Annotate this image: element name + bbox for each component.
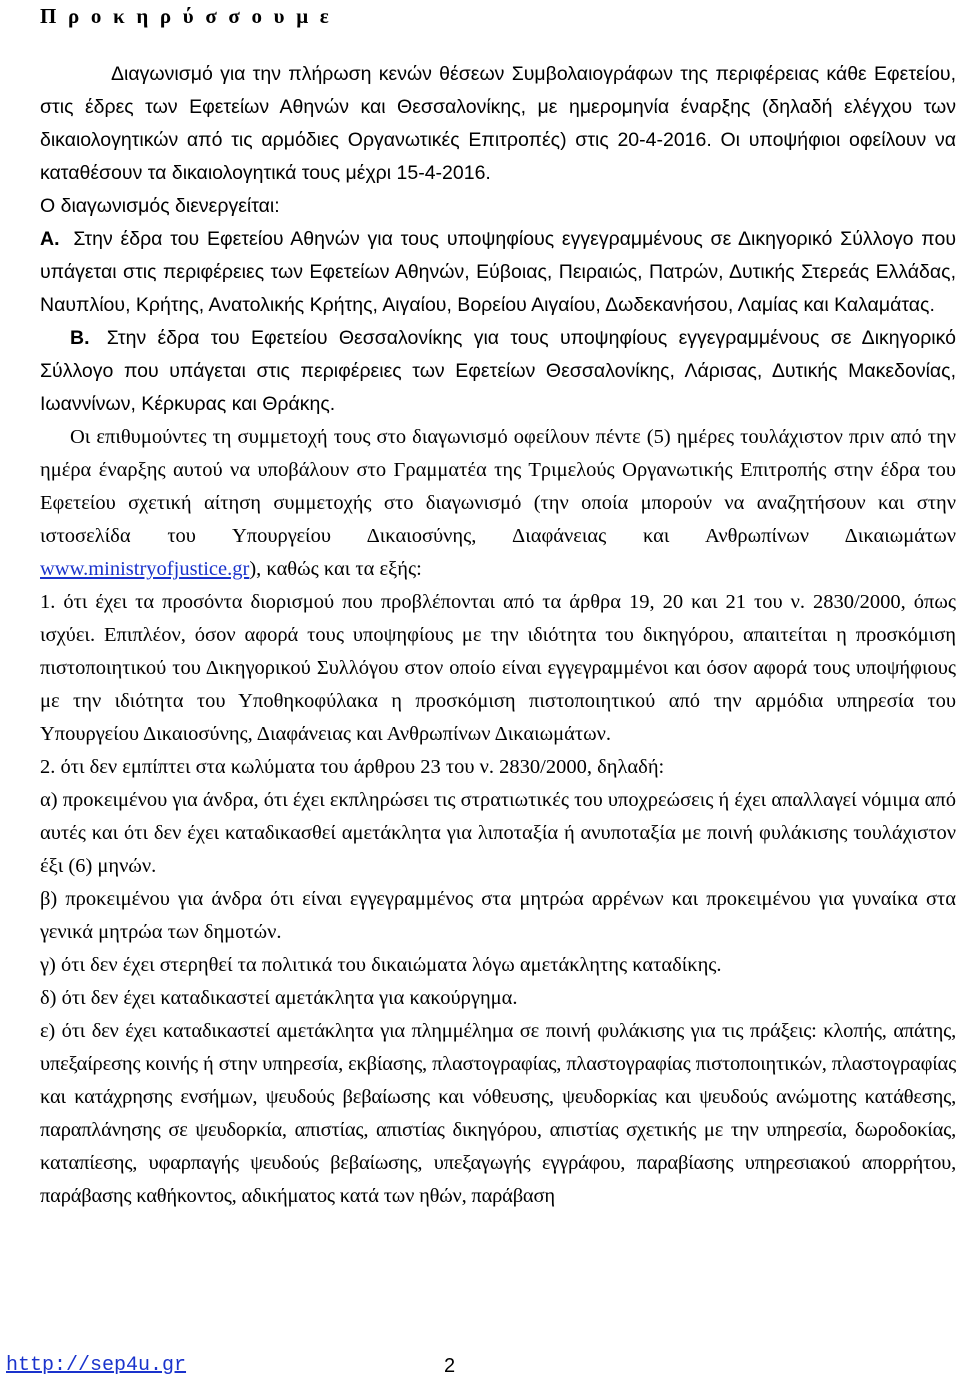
requirement-2e: ε) ότι δεν έχει καταδικαστεί αμετάκλητα για πλημμέλημα σε ποινή φυλάκισης για τις πράξεις: κλοπής, απάτης, υπεξαίρεσης κοινής ή στην υπηρεσία, εκβίασης, πλαστογραφίας, πλαστογραφίας πιστοποιητικών, πλαστογραφίας και κατάχρησης ενσήμων, ψευδούς βεβαίωσης και νόθευσης, ψευδορκίας και ψευδούς ανώμοτης κατάθεσης, παραπλάνησης σε ψευδορκία, απιστίας, απιστίας δικηγόρου, απιστίας σχετικής με την υπηρεσία, δωροδοκίας, καταπίεσης, υφαρπαγής ψευδούς βεβαίωσης, υπεξαγωγής εγγράφου, παραβίασης υπηρεσιακού απορρήτου, παράβασης καθήκοντος, αδικήματος κατά των ηθών, παράβαση xyxy=(40,1020,956,1207)
intro-paragraph: Διαγωνισμό για την πλήρωση κενών θέσεων Συμβολαιογράφων της περιφέρειας κάθε Εφετείου, στις έδρες των Εφετείων Αθηνών και Θεσσαλονίκης, με ημερομηνία έναρξης (δηλαδή ελέγχου των δικαιολογητικών από τις αρμόδιες Οργανωτικές Επιτροπές) στις 20-4-2016. Οι υποψήφιοι οφείλουν να καταθέσουν τα δικαιολογητικά τους μέχρι 15-4-2016. xyxy=(40,63,956,184)
participation-paragraph xyxy=(40,421,956,586)
requirement-1: 1. ότι έχει τα προσόντα διορισμού που προβλέπονται από τα άρθρα 19, 20 και 21 του ν. 2830/2000, όπως ισχύει. Επιπλέον, όσον αφορά τους υποψηφίους με την ιδιότητα του δικηγόρου, απαιτείται η προσκόμιση πιστοποιητικού του Δικηγορικού Συλλόγου στον οποίο είναι εγγεγραμμένοι και όσον αφορά τους υποψήφιους με την ιδιότητα του Υποθηκοφύλακα η προσκόμιση πιστοποιητικού από την αρμόδια υπηρεσία του Υπουργείου Δικαιοσύνης, Διαφάνειας και Ανθρωπίνων Δικαιωμάτων. xyxy=(40,591,956,745)
participation-tail: ), καθώς και τα εξής: xyxy=(249,558,422,580)
footer-url-link[interactable]: http://sep4u.gr xyxy=(6,1354,187,1377)
requirement-2b: β) προκειμένου για άνδρα ότι είναι εγγεγραμμένος στα μητρώα αρρένων και προκειμένου για γυναίκα στα γενικά μητρώα των δημοτών. xyxy=(40,888,956,943)
ministry-link[interactable]: www.ministryofjustice.gr xyxy=(40,558,250,580)
requirement-2a: α) προκειμένου για άνδρα, ότι έχει εκπληρώσει τις στρατιωτικές του υποχρεώσεις ή έχει απαλλαγεί νόμιμα από αυτές και ότι δεν έχει καταδικασθεί αμετάκλητα για λιποταξία ή ανυποταξία με ποινή φυλάκισης τουλάχιστον έξι (6) μηνών. xyxy=(40,789,956,877)
requirement-2d: δ) ότι δεν έχει καταδικαστεί αμετάκλητα για κακούργημα. xyxy=(40,987,518,1009)
item-b-text: Στην έδρα του Εφετείου Θεσσαλονίκης για τους υποψηφίους εγγεγραμμένους σε Δικηγορικό Σύλλογο που υπάγεται στις περιφέρειες των Εφετείων Θεσσαλονίκης, Λάρισας, Δυτικής Μακεδονίας, Ιωαννίνων, Κέρκυρας και Θράκης. xyxy=(40,327,956,415)
requirement-2c: γ) ότι δεν έχει στερηθεί τα πολιτικά του δικαιώματα λόγω αμετάκλητης καταδίκης. xyxy=(40,954,722,976)
document-heading: Π ρ ο κ η ρ ύ σ σ ο υ μ ε xyxy=(40,4,332,28)
participation-text: Οι επιθυμούντες τη συμμετοχή τους στο διαγωνισμό οφείλουν πέντε (5) ημέρες τουλάχιστον πριν από την ημέρα έναρξης αυτού να υποβάλουν στο Γραμματέα της Τριμελούς Οργανωτικής Επιτροπής στην έδρα του Εφετείου σχετική αίτηση συμμετοχής στο διαγωνισμό (την οποία μπορούν να αναζητήσουν και στην ιστοσελίδα του Υπουργείου Δικαιοσύνης, Διαφάνειας και Ανθρωπίνων Δικαιωμάτων xyxy=(40,426,956,547)
requirement-2: 2. ότι δεν εμπίπτει στα κωλύματα του άρθρου 23 του ν. 2830/2000, δηλαδή: xyxy=(40,756,665,778)
item-a-label: Α. xyxy=(40,228,60,250)
page-footer xyxy=(0,1352,960,1380)
item-a-paragraph xyxy=(40,223,956,322)
item-a-text: Στην έδρα του Εφετείου Αθηνών για τους υποψηφίους εγγεγραμμένους σε Δικηγορικό Σύλλογο που υπάγεται στις περιφέρειες των Εφετείων Αθηνών, Εύβοιας, Πειραιώς, Πατρών, Δυτικής Στερεάς Ελλάδας, Ναυπλίου, Κρήτης, Ανατολικής Κρήτης, Αιγαίου, Βορείου Αιγαίου, Δωδεκανήσου, Λαμίας και Καλαμάτας. xyxy=(40,228,956,316)
document-page xyxy=(40,0,956,1213)
item-b-label: Β. xyxy=(70,327,90,349)
page-number: 2 xyxy=(444,1355,456,1377)
intro-last-line: Ο διαγωνισμός διενεργείται: xyxy=(40,195,280,217)
item-b-paragraph xyxy=(40,322,956,421)
